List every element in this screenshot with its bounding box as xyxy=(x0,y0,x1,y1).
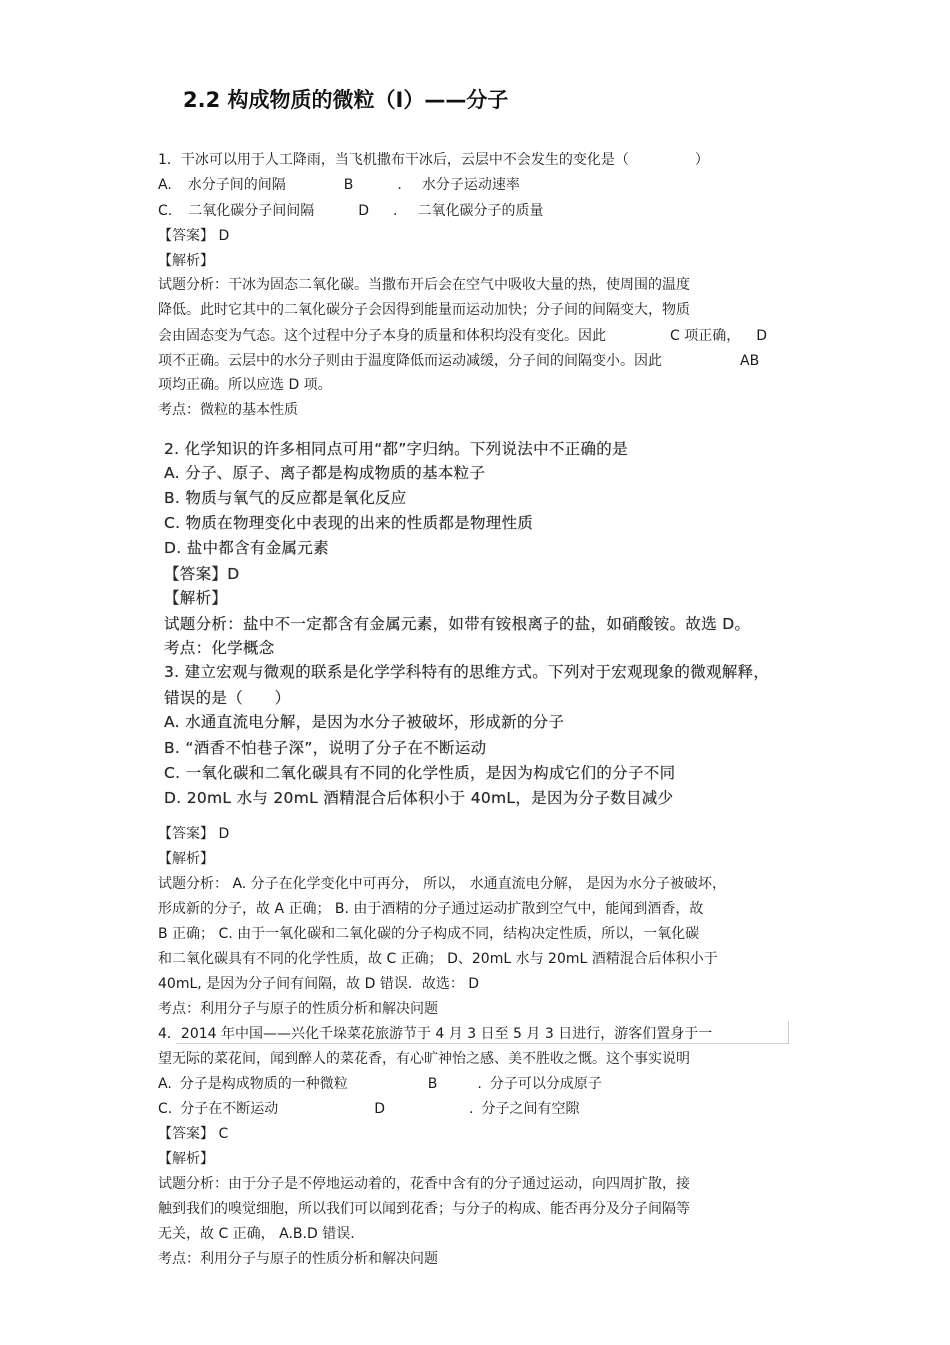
q2-option-c: C. 物质在物理变化中表现的出来的性质都是物理性质 xyxy=(164,514,534,532)
q2-analysis: 试题分析：盐中不一定都含有金属元素，如带有铵根离子的盐，如硝酸铵。故选 D。 xyxy=(164,615,751,633)
q1-option-d-dot: . xyxy=(393,203,398,219)
q4-option-d-text: 分子之间有空隙 xyxy=(481,1101,580,1117)
q1-option-a-text: 水分子间的间隔 xyxy=(187,177,286,193)
q1-analysis-line-1: 试题分析：干冰为固态二氧化碳。当撒布开后会在空气中吸收大量的热，使周围的温度 xyxy=(158,277,690,293)
q3-analysis-line-3: B 正确； C. 由于一氧化碳和二氧化碳的分子构成不同，结构决定性质，所以，一氧化碳 xyxy=(158,926,700,942)
q3-analysis-line-4: 和二氧化碳具有不同的化学性质，故 C 正确； D、20mL 水与 20mL 酒精混合后体积小于 xyxy=(158,951,718,967)
q1-option-a-letter: A. xyxy=(158,177,172,193)
q4-option-a-text: 分子是构成物质的一种微粒 xyxy=(179,1076,348,1092)
q1-question-close: ） xyxy=(694,152,709,168)
q3-question-line-1: 3. 建立宏观与微观的联系是化学学科特有的思维方式。下列对于宏观现象的微观解释， xyxy=(164,663,770,681)
q2-option-a: A. 分子、原子、离子都是构成物质的基本粒子 xyxy=(164,464,486,482)
q4-answer: 【答案】 C xyxy=(158,1126,229,1142)
q1-question xyxy=(158,151,709,169)
q4-options-ab xyxy=(158,1075,602,1093)
q2-point: 考点：化学概念 xyxy=(164,639,275,657)
q1-analysis-line-2: 降低。此时它其中的二氧化碳分子会因得到能量而运动加快；分子间的间隔变大，物质 xyxy=(158,302,690,318)
q4-question-line-1: 4．2014 年中国——兴化千垛菜花旅游节于 4 月 3 日至 5 月 3 日进行，游客们置身于一 xyxy=(158,1026,713,1042)
q3-answer: 【答案】 D xyxy=(158,826,230,842)
q1-answer: 【答案】 D xyxy=(158,228,230,244)
q1-analysis-3-c: C 项正确， xyxy=(670,328,741,344)
q1-option-c-letter: C. xyxy=(158,203,173,219)
q4-question-line-2: 望无际的菜花间，闻到醉人的菜花香，有心旷神怡之感、美不胜收之慨。这个事实说明 xyxy=(158,1051,690,1067)
q1-option-c-text: 二氧化碳分子间间隔 xyxy=(188,203,315,219)
q4-analysis-line-2: 触到我们的嗅觉细胞，所以我们可以闻到花香；与分子的构成、能否再分及分子间隔等 xyxy=(158,1201,690,1217)
q3-analysis-line-5: 40mL, 是因为分子间有间隔，故 D 错误．故选： D xyxy=(158,976,480,992)
q3-point: 考点：利用分子与原子的性质分析和解决问题 xyxy=(158,1001,438,1017)
q4-analysis-label: 【解析】 xyxy=(158,1151,214,1167)
q3-option-b: B. “酒香不怕巷子深”，说明了分子在不断运动 xyxy=(164,739,487,757)
page-title: 2.2 构成物质的微粒（Ⅰ）——分子 xyxy=(183,88,509,112)
q3-question-line-2: 错误的是（ ） xyxy=(164,689,291,707)
q1-analysis-3-d: D xyxy=(756,328,768,344)
q1-option-b-letter: B xyxy=(343,177,354,193)
q1-question-text: 1．干冰可以用于人工降雨，当飞机撒布干冰后，云层中不会发生的变化是（ xyxy=(158,152,629,168)
q3-option-d: D. 20mL 水与 20mL 酒精混合后体积小于 40mL，是因为分子数目减少 xyxy=(164,789,674,807)
q1-analysis-4-text: 项不正确。云层中的水分子则由于温度降低而运动减缓，分子间的间隔变小。因此 xyxy=(158,353,662,369)
q1-analysis-3-text: 会由固态变为气态。这个过程中分子本身的质量和体积均没有变化。因此 xyxy=(158,328,606,344)
q1-analysis-line-4 xyxy=(158,352,759,370)
q4-option-d-letter: D xyxy=(374,1101,386,1117)
q2-answer: 【答案】D xyxy=(164,565,240,583)
q3-analysis-line-1: 试题分析： A. 分子在化学变化中可再分， 所以， 水通直流电分解， 是因为水分子被破坏， xyxy=(158,876,727,892)
q1-option-b-text: 水分子运动速率 xyxy=(421,177,520,193)
q4-options-cd xyxy=(158,1100,579,1118)
q1-option-b-dot: . xyxy=(397,177,402,193)
q1-analysis-4-ab: AB xyxy=(740,353,760,369)
q4-option-c-letter: C. xyxy=(158,1101,173,1117)
q4-option-b-dot: . xyxy=(477,1076,482,1092)
q1-options-ab xyxy=(158,176,520,194)
q4-option-a-letter: A. xyxy=(158,1076,172,1092)
q1-analysis-line-5: 项均正确。所以应选 D 项。 xyxy=(158,377,332,393)
q3-option-a: A. 水通直流电分解，是因为水分子被破坏，形成新的分子 xyxy=(164,713,565,731)
q3-analysis-line-2: 形成新的分子，故 A 正确； B. 由于酒精的分子通过运动扩散到空气中，能闻到酒香，故 xyxy=(158,901,704,917)
q4-point: 考点：利用分子与原子的性质分析和解决问题 xyxy=(158,1251,438,1267)
q4-option-c-text: 分子在不断运动 xyxy=(180,1101,279,1117)
q2-question: 2. 化学知识的许多相同点可用“都”字归纳。下列说法中不正确的是 xyxy=(164,440,628,458)
q1-analysis-line-3 xyxy=(158,327,767,345)
q2-option-d: D. 盐中都含有金属元素 xyxy=(164,539,329,557)
q2-analysis-label: 【解析】 xyxy=(164,589,228,607)
q4-option-d-dot: . xyxy=(469,1101,474,1117)
q1-point: 考点：微粒的基本性质 xyxy=(158,402,298,418)
q4-option-b-text: 分子可以分成原子 xyxy=(489,1076,602,1092)
q3-option-c: C. 一氧化碳和二氧化碳具有不同的化学性质，是因为构成它们的分子不同 xyxy=(164,764,676,782)
q4-option-b-letter: B xyxy=(427,1076,438,1092)
q1-analysis-label: 【解析】 xyxy=(158,253,214,269)
q4-analysis-line-1: 试题分析：由于分子是不停地运动着的，花香中含有的分子通过运动，向四周扩散，接 xyxy=(158,1176,690,1192)
q4-analysis-line-3: 无关，故 C 正确， A.B.D 错误. xyxy=(158,1226,355,1242)
q3-analysis-label: 【解析】 xyxy=(158,851,214,867)
q1-option-d-text: 二氧化碳分子的质量 xyxy=(417,203,544,219)
q1-option-d-letter: D xyxy=(358,203,370,219)
q1-options-cd xyxy=(158,202,543,220)
q2-option-b: B. 物质与氧气的反应都是氧化反应 xyxy=(164,489,407,507)
